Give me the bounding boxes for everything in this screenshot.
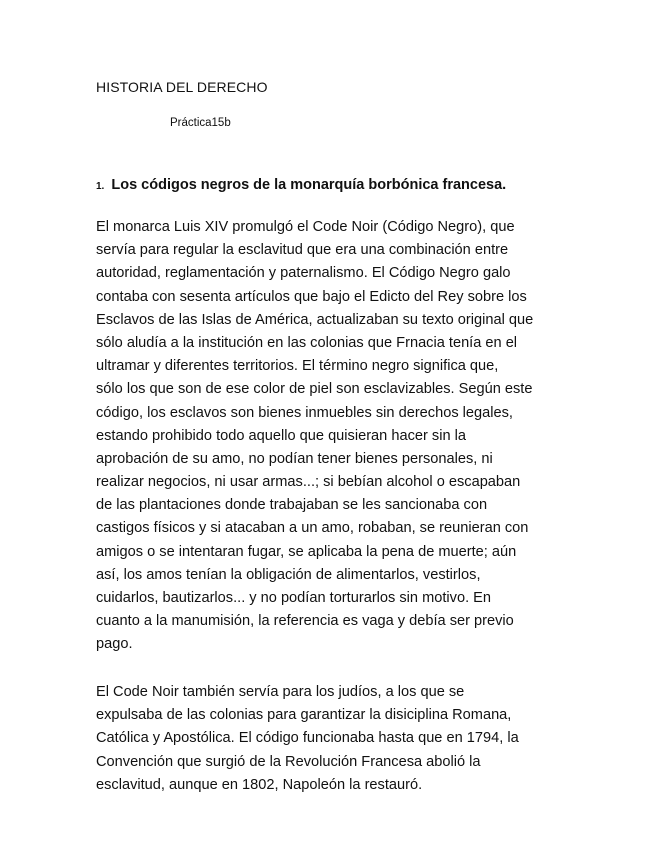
paragraph-line: de las plantaciones donde trabajaban se les sancionaba con	[96, 497, 488, 514]
paragraph-2	[96, 681, 566, 797]
paragraph-line: así, los amos tenían la obligación de alimentarlos, vestirlos,	[96, 566, 481, 583]
paragraph-line: sólo aludía a la institución en las colonias que Frnacia tenía en el	[96, 334, 518, 351]
paragraph-line: cuanto a la manumisión, la referencia es vaga y debía ser previo	[96, 613, 514, 630]
paragraph-1	[96, 216, 566, 657]
section-heading	[96, 177, 506, 193]
paragraph-line: Esclavos de las Islas de América, actualizaban su texto original que	[96, 311, 534, 328]
paragraph-line: contaba con sesenta artículos que bajo el Edicto del Rey sobre los	[96, 288, 527, 305]
paragraph-line: ultramar y diferentes territorios. El término negro significa que,	[96, 358, 499, 375]
paragraph-line: castigos físicos y si atacaban a un amo, robaban, se reunieran con	[96, 520, 529, 537]
paragraph-line: cuidarlos, bautizarlos... y no podían torturarlos sin motivo. En	[96, 590, 492, 606]
section-heading-text: Los códigos negros de la monarquía borbónica francesa.	[111, 177, 507, 193]
paragraph-line: esclavitud, aunque en 1802, Napoleón la restauró.	[96, 776, 423, 793]
paragraph-line: amigos o se intentaran fugar, se aplicaba la pena de muerte; aún	[96, 543, 517, 560]
paragraph-line: estando prohibido todo aquello que quisieran hacer sin la	[96, 427, 466, 444]
document-title: HISTORIA DEL DERECHO	[96, 79, 268, 95]
paragraph-line: Católica y Apostólica. El código funcionaba hasta que en 1794, la	[96, 730, 519, 747]
paragraph-line: pago.	[96, 636, 133, 653]
paragraph-line: El Code Noir también servía para los judíos, a los que se	[96, 684, 465, 700]
document-subtitle: Práctica15b	[170, 117, 231, 129]
paragraph-line: servía para regular la esclavitud que era una combinación entre	[96, 242, 509, 259]
paragraph-line: Convención que surgió de la Revolución Francesa abolió la	[96, 753, 481, 770]
paragraph-line: expulsaba de las colonias para garantizar la disiciplina Romana,	[96, 707, 512, 724]
section-number: 1.	[96, 181, 105, 192]
paragraph-line: autoridad, reglamentación y paternalismo. El Código Negro galo	[96, 265, 511, 282]
paragraph-line: realizar negocios, ni usar armas...; si bebían alcohol o escapaban	[96, 474, 521, 491]
paragraph-line: código, los esclavos son bienes inmuebles sin derechos legales,	[96, 404, 513, 421]
paragraph-line: aprobación de su amo, no podían tener bienes personales, ni	[96, 450, 493, 467]
paragraph-line: El monarca Luis XIV promulgó el Code Noir (Código Negro), que	[96, 219, 515, 235]
paragraph-line: sólo los que son de ese color de piel son esclavizables. Según este	[96, 381, 533, 398]
